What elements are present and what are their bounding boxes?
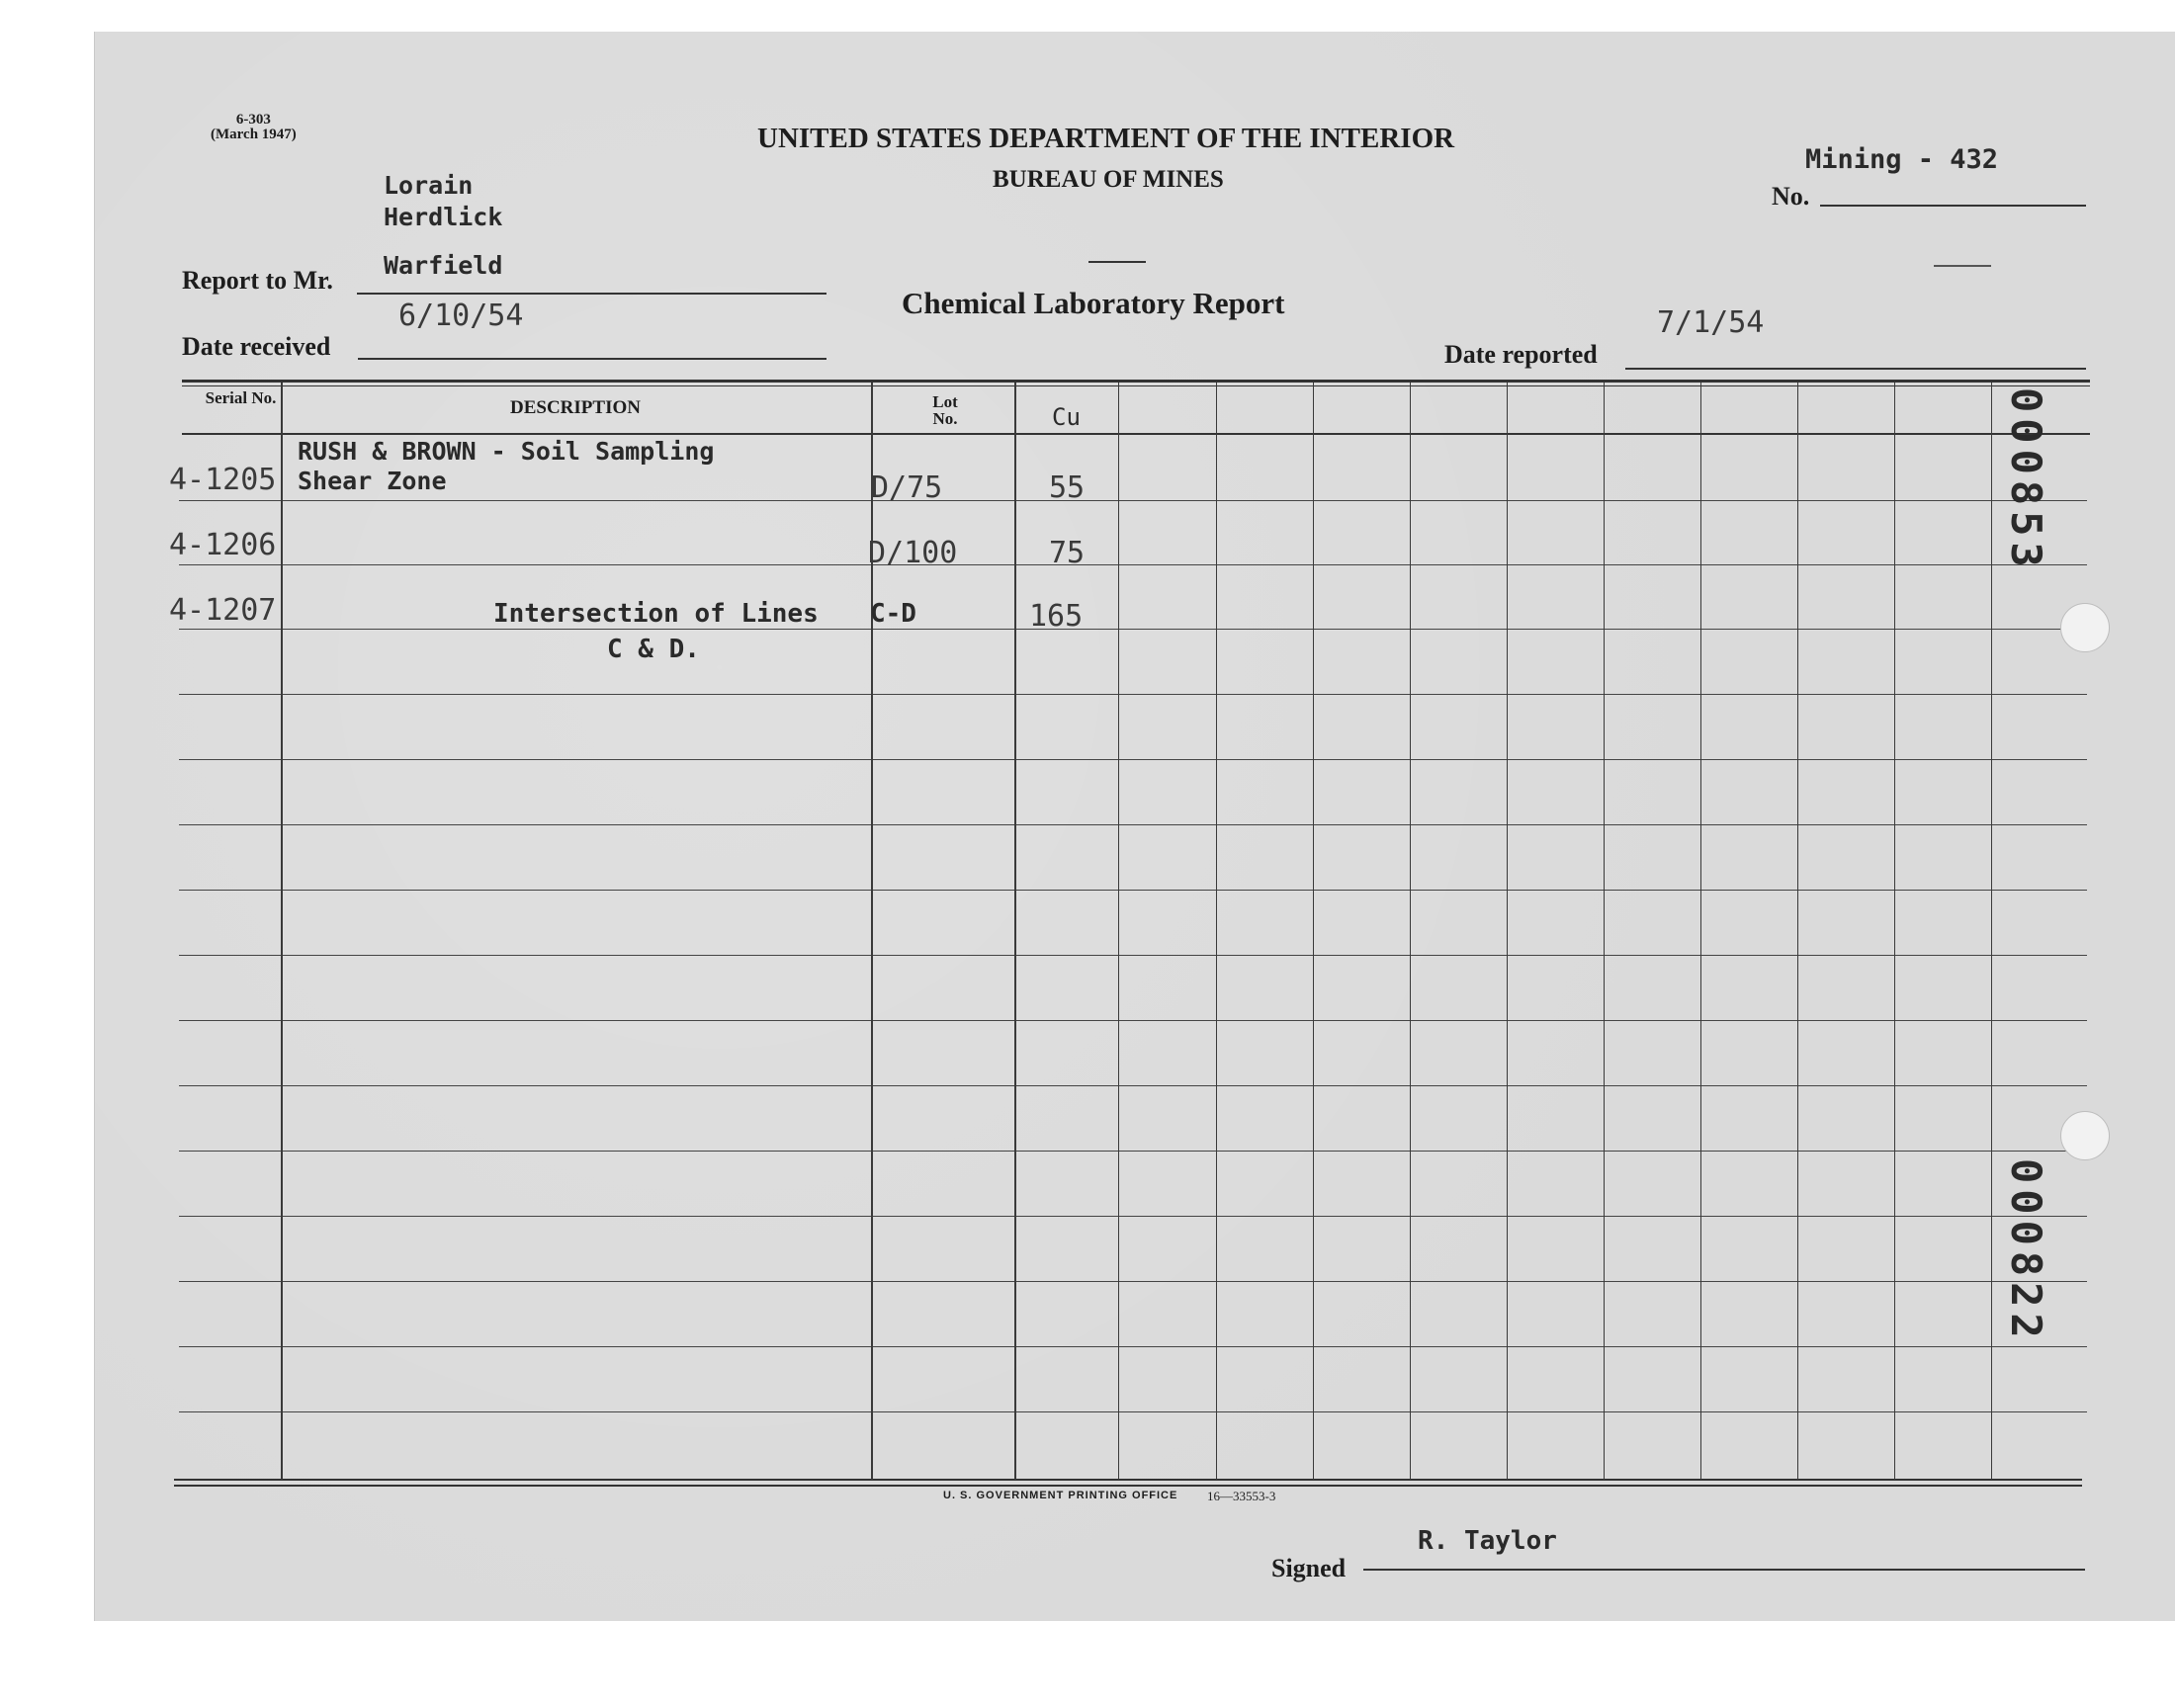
form-code	[211, 113, 297, 142]
report-to-name-1: Lorain	[384, 171, 474, 200]
grid-column-line	[1410, 383, 1411, 1480]
date-received-line	[358, 358, 826, 360]
department-title: UNITED STATES DEPARTMENT OF THE INTERIOR	[757, 123, 1455, 154]
table-row-line	[179, 890, 2087, 891]
date-reported-value: 7/1/54	[1657, 305, 1765, 340]
table-row-line	[179, 1346, 2087, 1347]
mark-dash	[1934, 265, 1991, 267]
header-serial-label: Serial No.	[205, 388, 277, 407]
table-row-line	[179, 1020, 2087, 1021]
row3-lot: C-D	[870, 599, 916, 629]
printer-credit: U. S. GOVERNMENT PRINTING OFFICE	[943, 1490, 1178, 1501]
table-row-line	[179, 564, 2087, 565]
table-row-line	[179, 1216, 2087, 1217]
report-title: Chemical Laboratory Report	[902, 286, 1285, 320]
grid-column-line	[1118, 383, 1119, 1480]
report-to-names	[384, 170, 502, 233]
grid-column-line	[1216, 383, 1217, 1480]
title-divider	[1088, 261, 1146, 263]
header-description: DESCRIPTION	[510, 397, 641, 418]
row2-serial: 4-1206	[169, 528, 277, 562]
table-row-line	[179, 824, 2087, 825]
grid-column-line	[1604, 383, 1605, 1480]
signature-value: R. Taylor	[1418, 1526, 1557, 1556]
row1-desc-line2: Shear Zone	[298, 467, 447, 495]
header-serial	[204, 389, 278, 406]
table-row-line	[179, 759, 2087, 760]
grid-column-line	[1894, 383, 1895, 1480]
punch-hole-bottom	[2060, 1111, 2110, 1160]
signed-label: Signed	[1271, 1554, 1347, 1582]
report-to-name-3: Warfield	[384, 251, 503, 280]
row3-desc-line2: C & D.	[607, 635, 700, 664]
report-to-label: Report to Mr.	[182, 266, 333, 295]
table-row-line	[179, 629, 2087, 630]
col-divider-lot	[1014, 383, 1016, 1480]
table-top-border	[182, 380, 2090, 383]
row1-serial: 4-1205	[169, 463, 277, 497]
grid-column-line	[1700, 383, 1701, 1480]
table-row-line	[179, 1411, 2087, 1412]
signature-line	[1363, 1569, 2085, 1571]
report-to-line	[357, 293, 826, 295]
row3-serial: 4-1207	[169, 593, 277, 628]
row1-lot: D/75	[871, 470, 943, 505]
table-row-line	[179, 500, 2087, 501]
row1-cu: 55	[1049, 470, 1086, 505]
grid-column-line	[1507, 383, 1508, 1480]
table-row-line	[179, 1281, 2087, 1282]
table-bottom-border-inner	[174, 1485, 2082, 1487]
table-row-line	[179, 1085, 2087, 1086]
date-reported-line	[1625, 368, 2086, 370]
punch-hole-top	[2060, 603, 2110, 652]
stamp-number-top: 000853	[2002, 387, 2050, 573]
row3-desc-line1: Intersection of Lines	[493, 599, 819, 629]
grid-column-line	[1313, 383, 1314, 1480]
report-number-value: Mining - 432	[1805, 144, 1999, 175]
col-divider-serial	[281, 383, 283, 1480]
row2-cu: 75	[1049, 536, 1086, 570]
header-lot-label: Lot No.	[932, 392, 958, 428]
printer-code: 16—33553-3	[1207, 1489, 1276, 1503]
table-top-border-inner	[182, 385, 2090, 386]
report-to-name-2: Herdlick	[384, 203, 503, 231]
grid-column-line	[1797, 383, 1798, 1480]
row3-cu: 165	[1029, 599, 1084, 634]
bureau-title: BUREAU OF MINES	[993, 166, 1224, 193]
report-number-label: No.	[1772, 182, 1810, 211]
row1-desc-line1: RUSH & BROWN - Soil Sampling	[298, 437, 715, 466]
header-cu: Cu	[1052, 403, 1081, 431]
table-row-line	[179, 955, 2087, 956]
header-divider	[182, 433, 2090, 435]
row2-lot: D/100	[868, 536, 958, 570]
date-received-label: Date received	[182, 332, 331, 361]
table-row-line	[179, 1151, 2087, 1152]
grid-column-line	[1991, 383, 1992, 1480]
report-number-line	[1820, 205, 2086, 207]
form-code-date: (March 1947)	[211, 127, 297, 142]
table-bottom-border	[174, 1479, 2082, 1481]
report-sheet	[94, 32, 2175, 1621]
date-reported-label: Date reported	[1444, 340, 1598, 369]
header-lot	[920, 393, 970, 427]
stamp-number-bottom: 000822	[2002, 1158, 2050, 1344]
date-received-value: 6/10/54	[398, 299, 524, 333]
table-row-line	[179, 694, 2087, 695]
form-code-number: 6-303	[235, 112, 271, 128]
